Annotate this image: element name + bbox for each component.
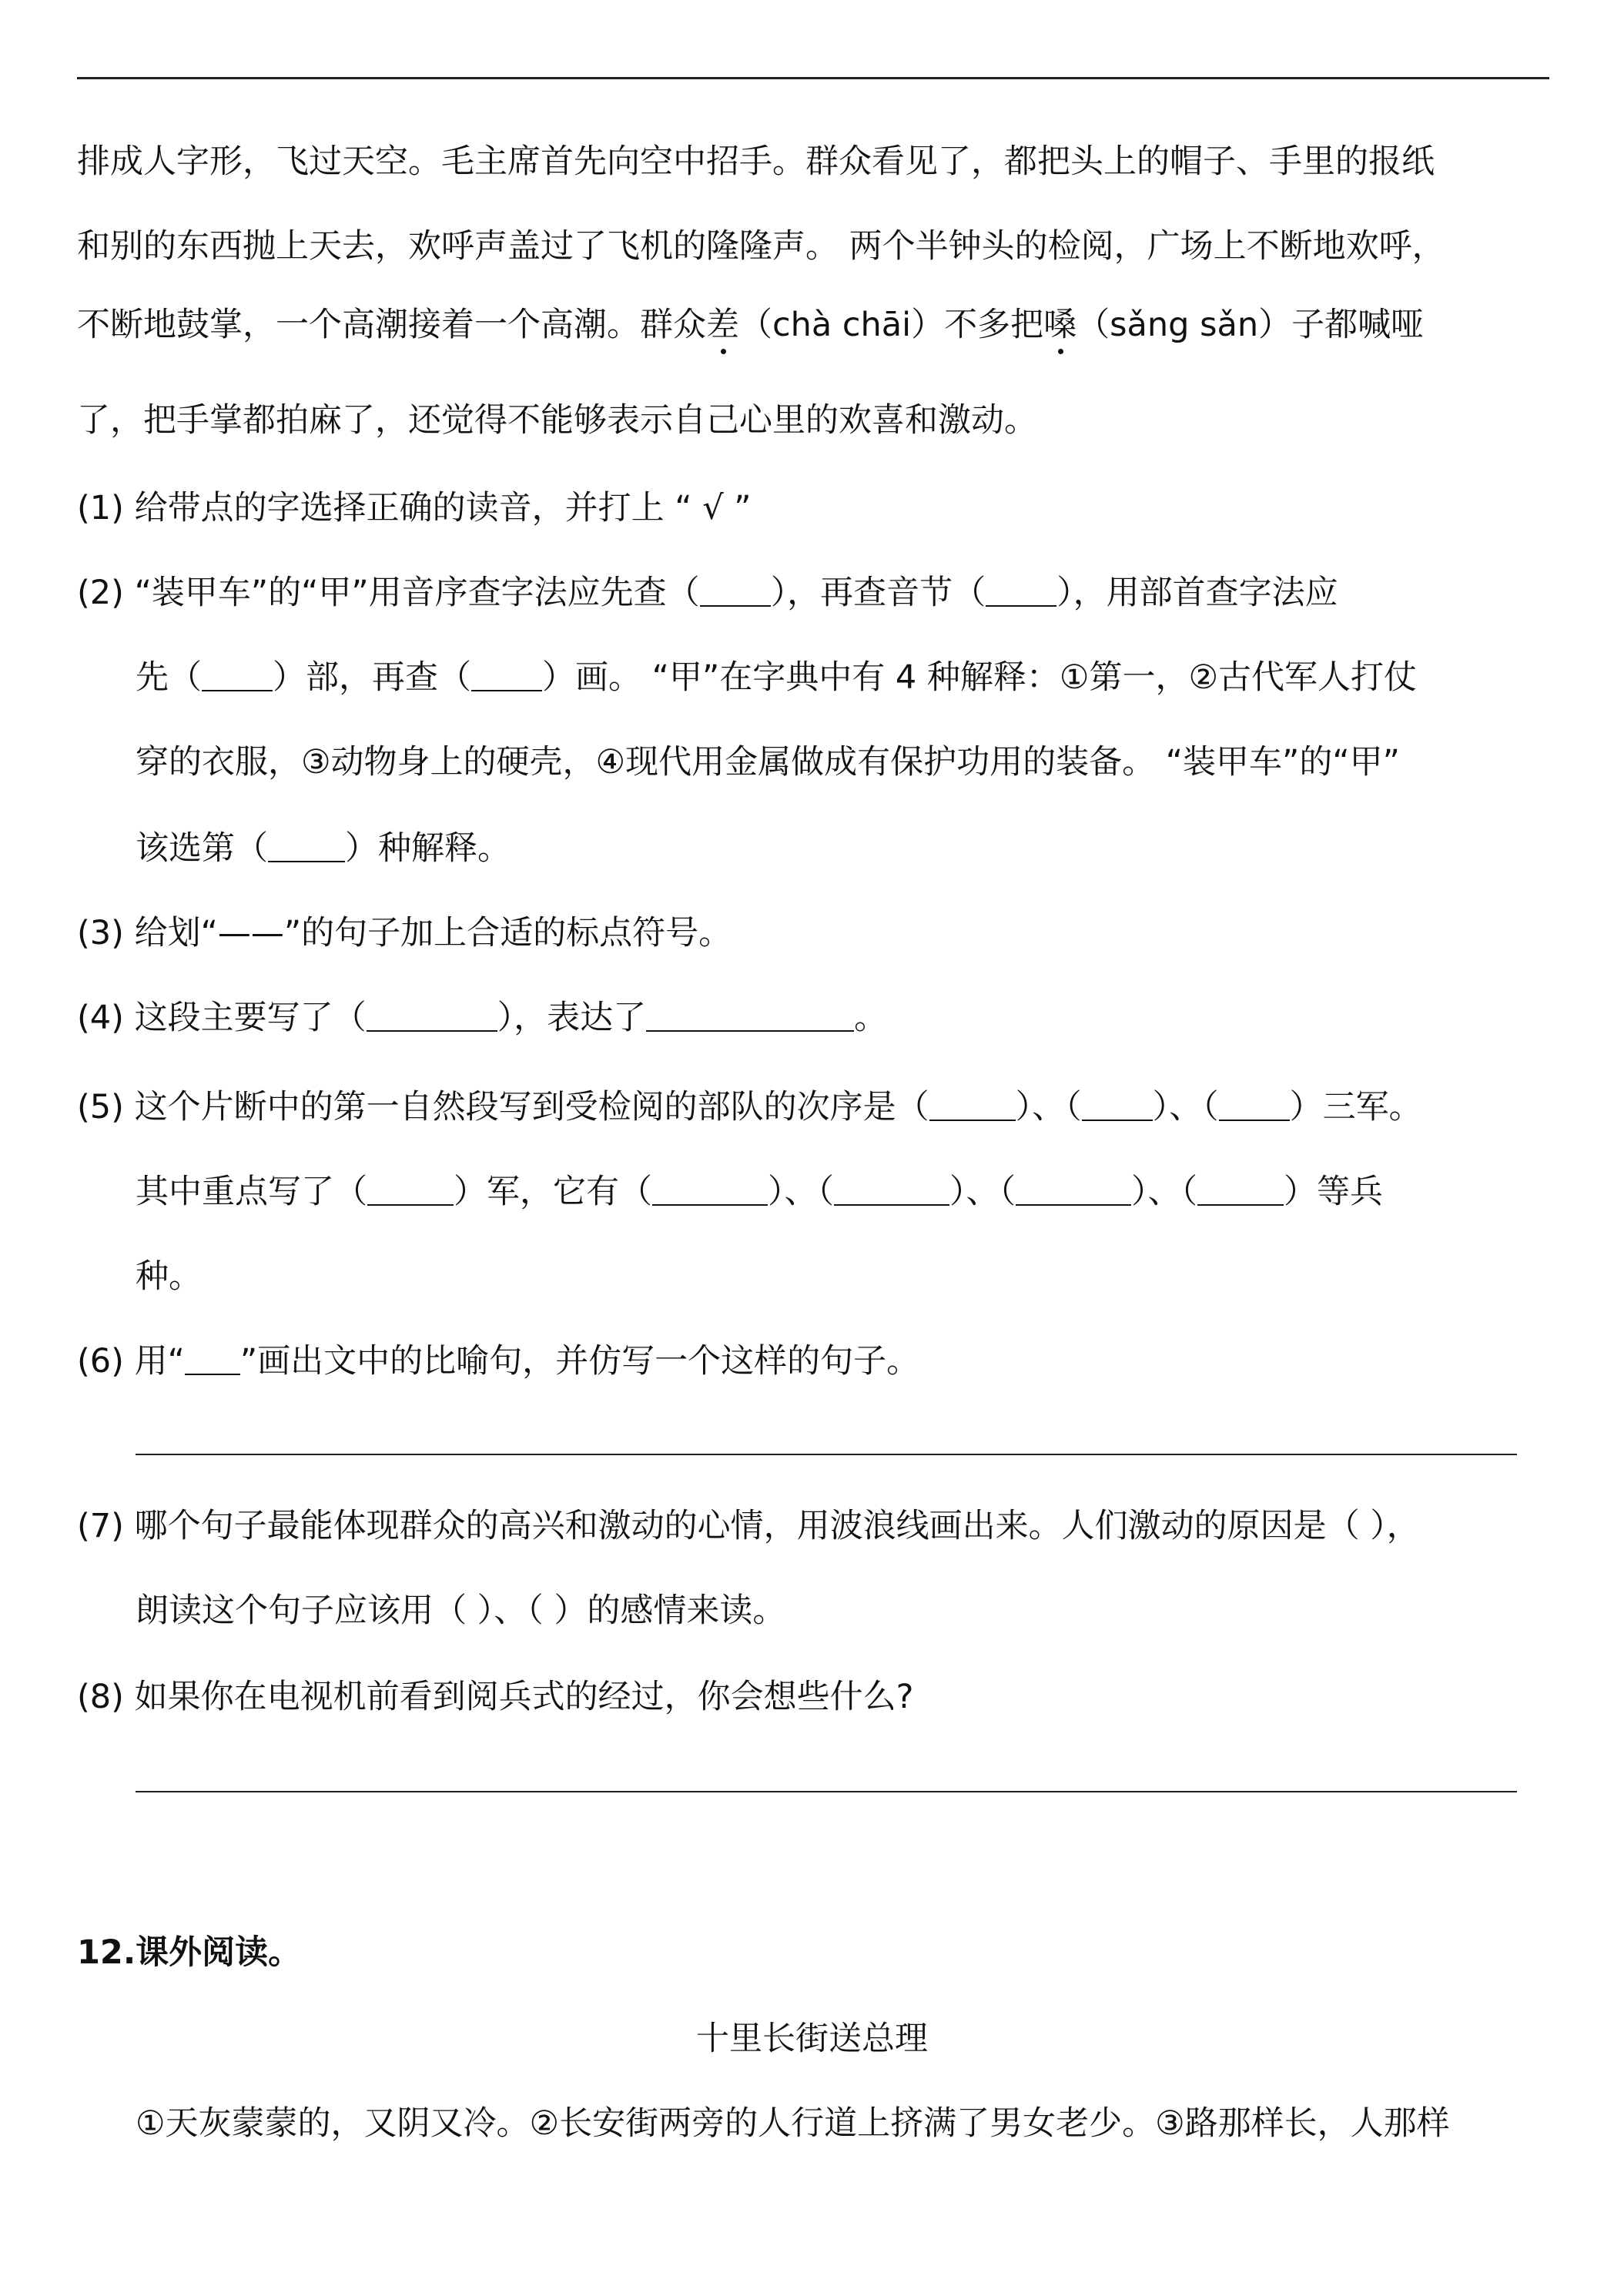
answer-blank[interactable] [700,574,771,607]
question-2-line-2 [136,654,1417,701]
answer-line[interactable] [136,1791,1517,1792]
q5-text: ）、（ [1015,1088,1082,1126]
answer-blank[interactable] [471,659,542,691]
q2-text: ），再查音节（ [770,574,986,612]
q4-text: ），表达了 [497,999,647,1037]
q5-text: ）军，它有（ [454,1173,652,1211]
answer-blank[interactable] [929,1089,1016,1121]
answer-blank[interactable] [1082,1089,1153,1121]
q2-text: 该选第（ [136,829,268,868]
article-line-1: ①天灰蒙蒙的，又阴又冷。②长安街两旁的人行道上挤满了男女老少。③路那样长，人那样 [136,2104,1450,2143]
answer-blank[interactable] [986,574,1056,607]
q5-text: (5) 这个片断中的第一自然段写到受检阅的部队的次序是（ [77,1088,929,1126]
q2-text: ）种解释。 [345,829,511,868]
question-2-line-1 [77,570,1338,616]
q4-text: (4) 这段主要写了（ [77,999,367,1037]
question-8: (8) 如果你在电视机前看到阅兵式的经过，你会想些什么? [77,1678,914,1716]
answer-blank[interactable] [367,999,497,1032]
underline-sample [185,1343,240,1375]
passage-line-1: 排成人字形，飞过天空。毛主席首先向空中招手。群众看见了，都把头上的帽子、手里的报纸 [77,142,1435,181]
question-5-line-2 [136,1169,1383,1215]
q2-text: 先（ [136,658,202,697]
passage-line-4: 了，把手掌都拍麻了，还觉得不能够表示自己心里的欢喜和激动。 [77,401,1037,440]
q6-text: ”画出文中的比喻句，并仿写一个这样的句子。 [239,1342,920,1381]
q2-text: (2) “装甲车”的“甲”用音序查字法应先查（ [77,574,700,612]
passage-line-2: 和别的东西抛上天去，欢呼声盖过了飞机的隆隆声。 两个半钟头的检阅，广场上不断地欢呼， [77,227,1445,266]
q6-text: (6) 用“ [77,1342,185,1381]
question-7-line-1: (7) 哪个句子最能体现群众的高兴和激动的心情，用波浪线画出来。人们激动的原因是（ ）， [77,1507,1420,1545]
question-7-line-2: 朗读这个句子应该用（ ）、（ ）的感情来读。 [136,1591,786,1630]
article-title: 十里长街送总理 [696,2020,928,2058]
answer-blank[interactable] [646,999,854,1032]
passage-text: 不断地鼓掌，一个高潮接着一个高潮。群众 [77,306,706,344]
question-5-line-3: 种。 [136,1257,202,1296]
question-3: (3) 给划“——”的句子加上合适的标点符号。 [77,914,732,952]
question-2-line-4 [136,825,511,872]
q4-text: 。 [854,999,888,1037]
q5-text: ）、（ [1152,1088,1219,1126]
section-title: 12.课外阅读。 [77,1933,302,1972]
question-1: (1) 给带点的字选择正确的读音，并打上 “ √ ” [77,489,752,527]
dotted-char-cha: 差 [706,302,739,348]
passage-text: （chà chāi）不多把 [739,306,1044,344]
q5-text: ）、（ [1131,1173,1197,1211]
q5-text: ）三军。 [1289,1088,1422,1126]
answer-line[interactable] [136,1454,1517,1455]
passage-line-3 [77,302,1424,348]
answer-blank[interactable] [834,1173,949,1206]
q5-text: ）等兵 [1284,1173,1383,1211]
answer-blank[interactable] [202,659,273,691]
answer-blank[interactable] [652,1173,768,1206]
answer-blank[interactable] [268,830,345,862]
answer-blank[interactable] [1197,1173,1284,1206]
answer-blank[interactable] [1016,1173,1131,1206]
q5-text: ）、（ [949,1173,1016,1211]
question-2-line-3: 穿的衣服，③动物身上的硬壳，④现代用金属做成有保护功用的装备。 “装甲车”的“甲” [136,743,1400,782]
top-rule [77,77,1549,79]
question-4 [77,995,887,1041]
passage-text: （sǎng sǎn）子都喊哑 [1077,306,1425,344]
answer-blank[interactable] [367,1173,454,1206]
q2-text: ），用部首查字法应 [1056,574,1338,612]
q5-text: 其中重点写了（ [136,1173,367,1211]
q2-text: ）画。 “甲”在字典中有 4 种解释：①第一，②古代军人打仗 [542,658,1418,697]
question-5-line-1 [77,1084,1422,1130]
question-6 [77,1338,919,1384]
q5-text: ）、（ [768,1173,834,1211]
dotted-char-sang: 嗓 [1043,302,1077,348]
answer-blank[interactable] [1219,1089,1290,1121]
q2-text: ）部，再查（ [273,658,471,697]
